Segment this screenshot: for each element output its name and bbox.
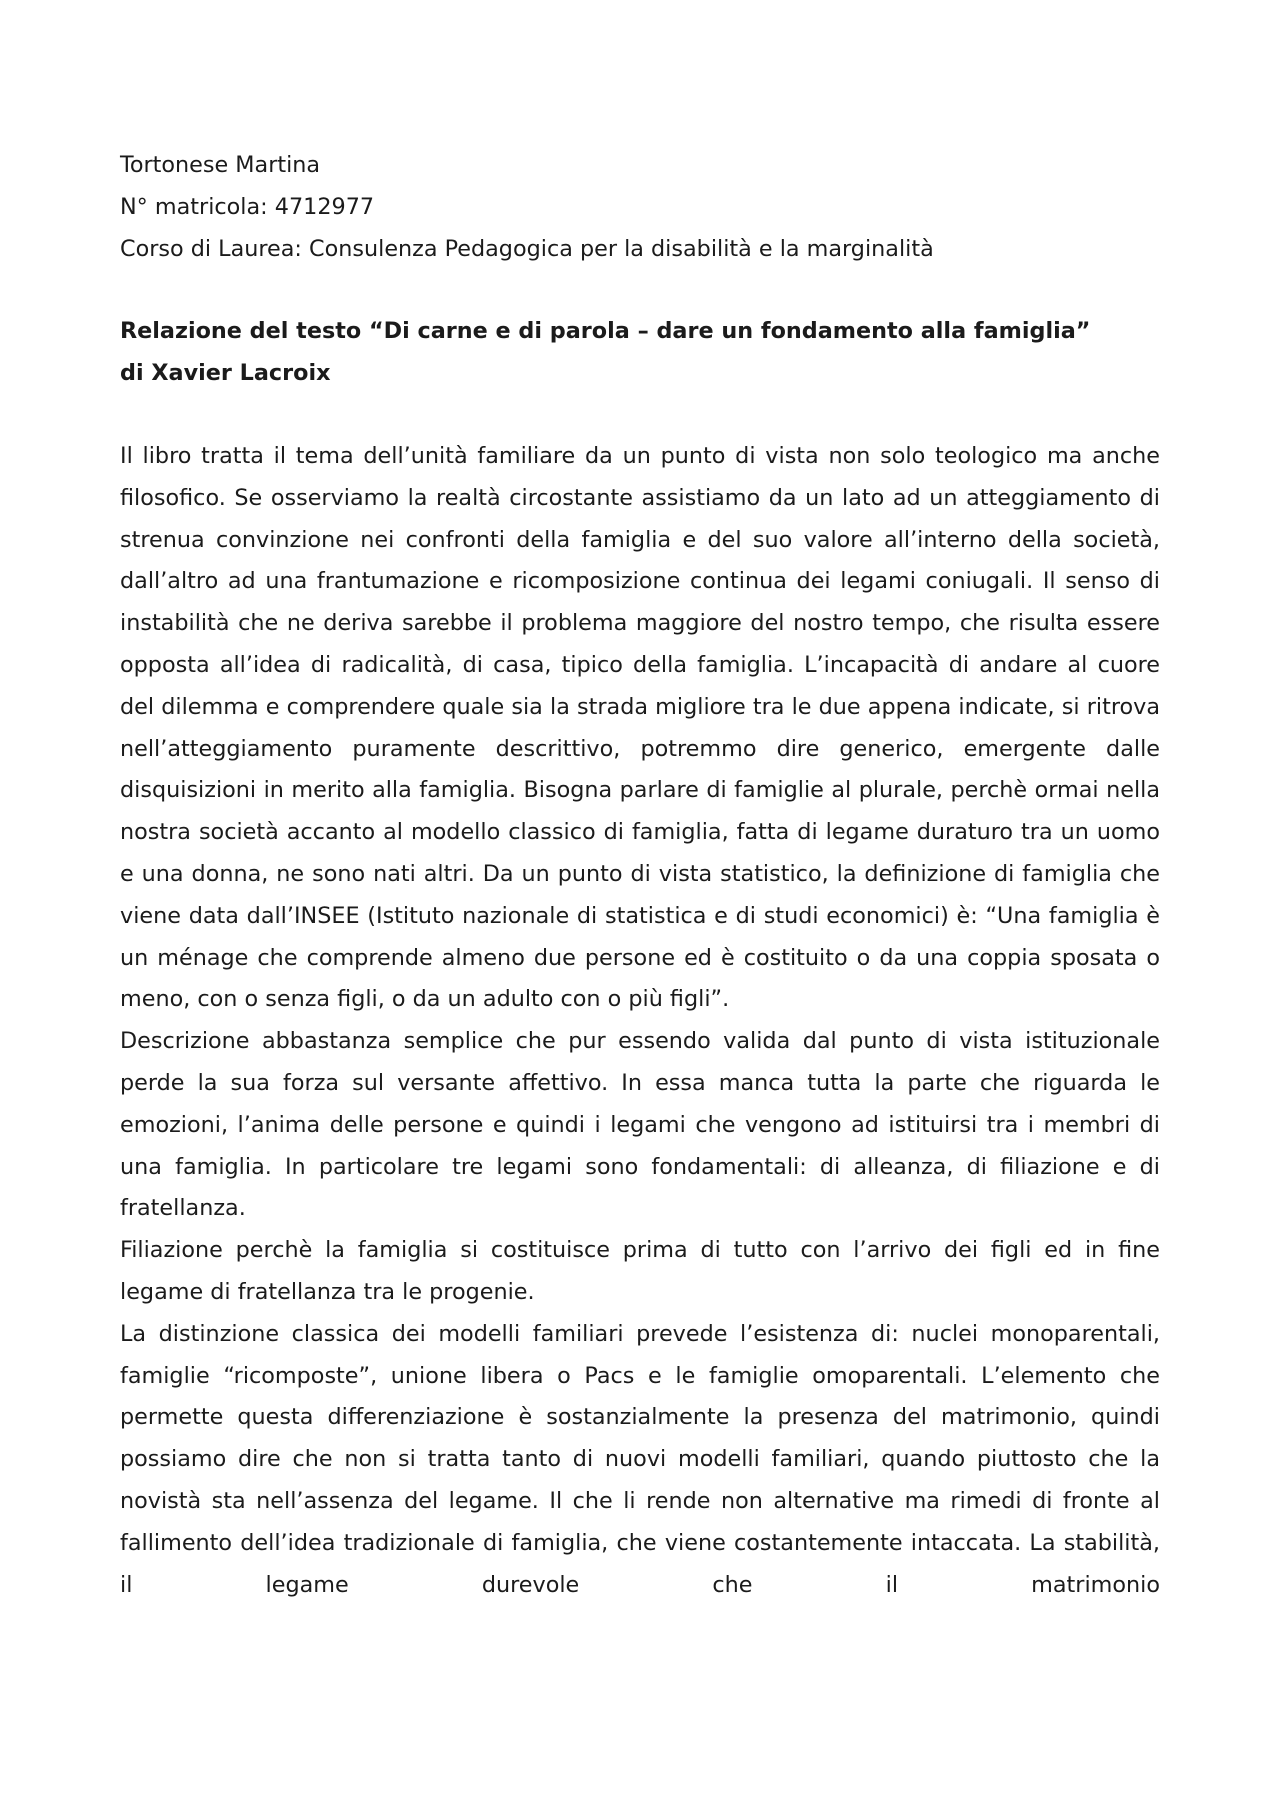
document-body [120,436,1160,1606]
header-block [120,145,1160,270]
title-line-1: Relazione del testo “Di carne e di parola – dare un fondamento alla famiglia” [120,318,1091,345]
paragraph-1: Il libro tratta il tema dell’unità familiare da un punto di vista non solo teologico ma anche filosofico. Se osserviamo la realtà circostante assistiamo da un lato ad un atteggiamento di strenua convinzione nei confronti della famiglia e del suo valore all’interno della società, dall’altro ad una frantumazione e ricomposizione continua dei legami coniugali. Il senso di instabilità che ne deriva sarebbe il problema maggiore del nostro tempo, che risulta essere opposta all’idea di radicalità, di casa, tipico della famiglia. L’incapacità di andare al cuore del dilemma e comprendere quale sia la strada migliore tra le due appena indicate, si ritrova nell’atteggiamento puramente descrittivo, potremmo dire generico, emergente dalle disquisizioni in merito alla famiglia. Bisogna parlare di famiglie al plurale, perchè ormai nella nostra società accanto al modello classico di famiglia, fatta di legame duraturo tra un uomo e una donna, ne sono nati altri. Da un punto di vista statistico, la definizione di famiglia che viene data dall’INSEE (Istituto nazionale di statistica e di studi economici) è: “Una famiglia è un ménage che comprende almeno due persone ed è costituito o da una coppia sposata o meno, con o senza figli, o da un adulto con o più figli”. [120,442,1160,1013]
author-name: Tortonese Martina [120,152,321,178]
paragraph-2: Descrizione abbastanza semplice che pur essendo valida dal punto di vista istituzionale perde la sua forza sul versante affettivo. In essa manca tutta la parte che riguarda le emozioni, l’anima delle persone e quindi i legami che vengono ad istituirsi tra i membri di una famiglia. In particolare tre legami sono fondamentali: di alleanza, di filiazione e di fratellanza. [120,1028,1160,1222]
course-name: Corso di Laurea: Consulenza Pedagogica per la disabilità e la marginalità [120,235,934,262]
student-id: N° matricola: 4712977 [120,193,375,220]
paragraph-3: Filiazione perchè la famiglia si costituisce prima di tutto con l’arrivo dei figli ed in fine legame di fratellanza tra le progenie. [120,1237,1160,1305]
paragraph-4: La distinzione classica dei modelli familiari prevede l’esistenza di: nuclei monoparentali, famiglie “ricomposte”, unione libera o Pacs e le famiglie omoparentali. L’elemento che permette questa differenziazione è sostanzialmente la presenza del matrimonio, quindi possiamo dire che non si tratta tanto di nuovi modelli familiari, quando piuttosto che la novistà sta nell’assenza del legame. Il che li rende non alternative ma rimedi di fronte al fallimento dell’idea tradizionale di famiglia, che viene costantemente intaccata. La stabilità, il legame durevole che il matrimonio [120,1320,1160,1598]
document-title [120,311,1160,395]
document-content [120,145,1160,1606]
title-line-2: di Xavier Lacroix [120,360,331,387]
